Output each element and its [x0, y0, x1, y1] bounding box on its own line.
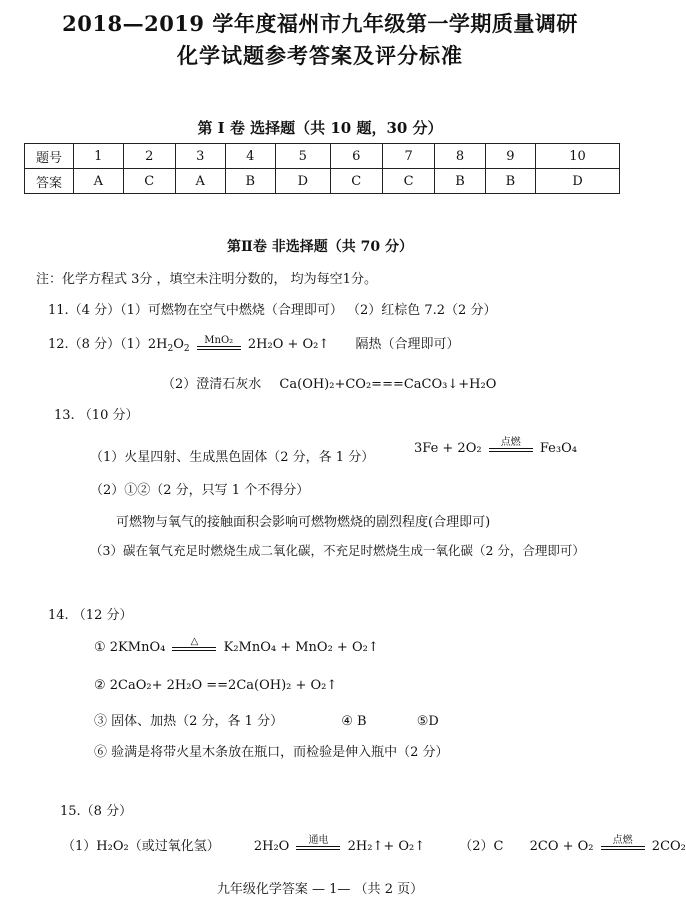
- q14-line-3: [94, 710, 439, 729]
- section1-heading: 第 Ⅰ 卷 选择题（共 10 题，30 分）: [197, 119, 443, 137]
- answer-cell: A: [74, 169, 124, 194]
- q15-eq1-cond-text: 通电: [308, 835, 329, 846]
- question-number: 3: [175, 144, 225, 169]
- q12-sub-2: 2: [167, 344, 174, 354]
- q13-eq-right: Fe₃O₄: [539, 441, 577, 456]
- q14-condition: [172, 636, 216, 655]
- answer-cell: A: [175, 169, 225, 194]
- title-line-1: 2018—2019 学年度福州市九年级第一学期质量调研: [62, 11, 578, 36]
- row-label-number: 题号: [25, 144, 74, 169]
- q15-eq1-condition: [296, 835, 340, 854]
- page-footer: 九年级化学答案 — 1— （共 2 页）: [216, 882, 424, 897]
- q14-line-4: ⑥ 验满是将带火星木条放在瓶口，而检验是伸入瓶中（2 分）: [94, 745, 449, 760]
- q12-reactant-tail: O: [173, 337, 184, 352]
- q15-eq1-right: 2H₂↑+ O₂↑: [347, 839, 426, 854]
- q15-line: [62, 835, 686, 854]
- q15-eq2-right: 2CO₂: [651, 839, 686, 854]
- q12-product: 2H₂O + O₂↑: [247, 337, 330, 352]
- q14-line3-c: ⑤D: [416, 714, 439, 729]
- q14-line-2: ② 2CaO₂+ 2H₂O ==2Ca(OH)₂ + O₂↑: [94, 678, 338, 693]
- q15-head: 15.（8 分）: [60, 804, 133, 819]
- question-number: 2: [123, 144, 175, 169]
- table-row: [25, 169, 620, 194]
- row-label-answer: 答案: [25, 169, 74, 194]
- scoring-note: 注：化学方程式 3分 ，填空未注明分数的， 均为每空1分。: [36, 272, 377, 287]
- q12-sub-2b: 2: [183, 344, 190, 354]
- q12-catalyst: MnO₂: [204, 335, 234, 346]
- answer-cell: C: [382, 169, 434, 194]
- q14-line3-a: ③ 固体、加热（2 分，各 1 分）: [94, 714, 284, 729]
- question-number: 5: [276, 144, 331, 169]
- question-number: 4: [225, 144, 275, 169]
- q12-prefix: 12.（8 分）（1）2H: [48, 337, 168, 352]
- q13-line-2: （2）①②（2 分，只写 1 个不得分）: [90, 483, 310, 498]
- question-number: 8: [435, 144, 485, 169]
- answer-cell: B: [435, 169, 485, 194]
- q11-answer: 11.（4 分）（1）可燃物在空气中燃烧（合理即可） （2）红棕色 7.2（2 分）: [48, 303, 497, 318]
- q14-eq-left: ① 2KMnO₄: [94, 640, 166, 655]
- q13-cond-text: 点燃: [500, 437, 521, 448]
- q14-line-1: [94, 636, 379, 655]
- q14-equals-bar: [172, 647, 216, 651]
- q12-equals-bar: [197, 346, 241, 350]
- q12-line-2: [162, 373, 496, 392]
- q13-condition: [489, 437, 533, 456]
- q12-after: 隔热（合理即可）: [355, 337, 460, 352]
- q12-line2-b: Ca(OH)₂+CO₂===CaCO₃↓+H₂O: [279, 377, 497, 392]
- answer-cell: C: [123, 169, 175, 194]
- q12-line2-a: （2）澄清石灰水: [162, 377, 262, 392]
- q13-line-1a: （1）火星四射、生成黑色固体（2 分，各 1 分）: [90, 450, 375, 465]
- answer-cell: D: [536, 169, 620, 194]
- section2-heading: 第Ⅱ卷 非选择题（共 70 分）: [227, 239, 413, 255]
- question-number: 10: [536, 144, 620, 169]
- q13-line-4: （3）碳在氧气充足时燃烧生成二氧化碳，不充足时燃烧生成一氧化碳（2 分，合理即可）: [90, 543, 585, 558]
- q12-line-1: [48, 333, 459, 354]
- q15-part-a: （1）H₂O₂（或过氧化氢）: [62, 839, 220, 854]
- q13-equation: [414, 437, 577, 456]
- q14-heat-icon: △: [190, 636, 199, 647]
- table-row: [25, 144, 620, 169]
- q15-eq2-bar: [601, 846, 645, 850]
- q15-part-c: （2）C: [459, 839, 504, 854]
- answer-cell: B: [485, 169, 535, 194]
- q15-eq2-cond-text: 点燃: [612, 835, 633, 846]
- q15-eq1-left: 2H₂O: [253, 839, 290, 854]
- q15-eq2-condition: [601, 835, 645, 854]
- answer-cell: C: [330, 169, 382, 194]
- q14-head: 14. （12 分）: [48, 608, 133, 623]
- question-number: 7: [382, 144, 434, 169]
- q13-eq-left: 3Fe + 2O₂: [414, 441, 482, 456]
- q13-head: 13. （10 分）: [54, 408, 139, 423]
- q15-eq1-bar: [296, 846, 340, 850]
- q13-equals-bar: [489, 448, 533, 452]
- q14-line3-b: ④ B: [341, 714, 367, 729]
- answer-cell: B: [225, 169, 275, 194]
- question-number: 1: [74, 144, 124, 169]
- q14-eq-right: K₂MnO₄ + MnO₂ + O₂↑: [223, 640, 379, 655]
- answer-cell: D: [276, 169, 331, 194]
- question-number: 9: [485, 144, 535, 169]
- q12-condition: [197, 335, 241, 354]
- q13-line-3: 可燃物与氧气的接触面积会影响可燃物燃烧的剧烈程度(合理即可): [116, 515, 491, 530]
- answer-table: [24, 143, 620, 194]
- q15-eq2-left: 2CO + O₂: [529, 839, 594, 854]
- title-line-2: 化学试题参考答案及评分标准: [177, 43, 463, 68]
- question-number: 6: [330, 144, 382, 169]
